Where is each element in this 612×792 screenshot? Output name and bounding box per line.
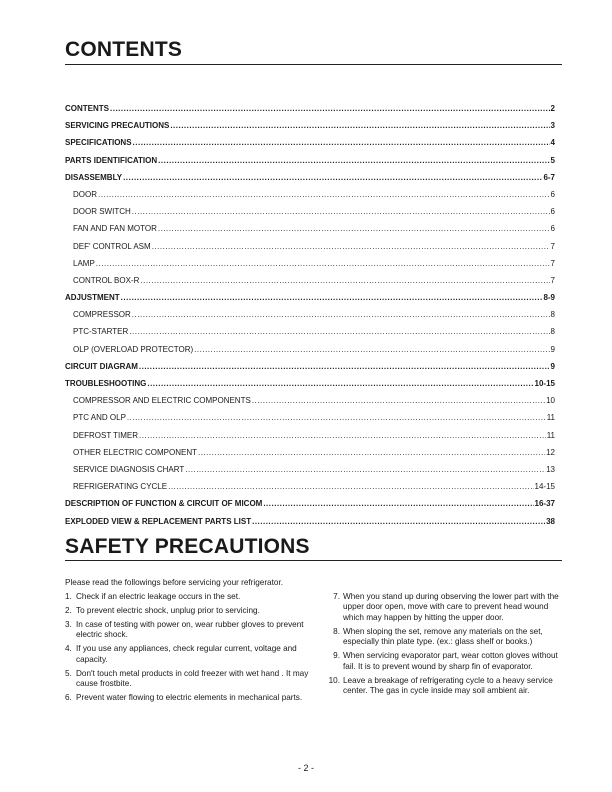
- toc-entry-label: TROUBLESHOOTING: [65, 379, 147, 388]
- table-of-contents: [65, 100, 555, 530]
- toc-dot-leader: [129, 323, 549, 340]
- toc-dot-leader: [139, 358, 550, 375]
- page-number: - 2 -: [297, 763, 314, 773]
- safety-list-left: [65, 592, 315, 707]
- toc-entry-page: 12: [546, 447, 555, 457]
- toc-entry-label: DOOR: [73, 189, 97, 199]
- toc-entry-page: 6: [550, 189, 555, 199]
- toc-entry-label: CONTENTS: [65, 104, 109, 113]
- toc-entry-page: 11: [546, 413, 555, 423]
- toc-entry-page: 2: [550, 104, 555, 113]
- toc-entry-page: 8: [550, 327, 555, 337]
- toc-entry: [65, 238, 555, 255]
- toc-dot-leader: [252, 513, 545, 530]
- toc-entry: [65, 272, 555, 289]
- toc-dot-leader: [132, 203, 550, 220]
- safety-item: [325, 592, 565, 623]
- toc-entry: [65, 255, 555, 272]
- toc-entry: [65, 203, 555, 220]
- safety-item-text: When sloping the set, remove any materials on the set, especially thin plate type. (ex.: glass shelf or books.): [343, 626, 543, 647]
- toc-entry-page: 38: [546, 516, 555, 526]
- toc-entry-label: REFRIGERATING CYCLE: [73, 482, 168, 492]
- safety-item: [325, 651, 565, 672]
- safety-item: [65, 669, 315, 690]
- toc-entry-page: 6-7: [543, 172, 555, 182]
- safety-heading-rule: [65, 560, 562, 561]
- toc-dot-leader: [110, 100, 550, 117]
- toc-entry: [65, 220, 555, 237]
- toc-entry-label: COMPRESSOR: [73, 310, 131, 320]
- toc-entry: [65, 358, 555, 375]
- toc-dot-leader: [96, 255, 550, 272]
- safety-item-number: 4.: [65, 644, 72, 654]
- toc-entry: [65, 134, 555, 151]
- toc-entry: [65, 117, 555, 134]
- toc-entry-page: 7: [550, 241, 555, 251]
- toc-entry-page: 4: [550, 138, 555, 148]
- safety-item: [325, 676, 565, 697]
- safety-item-text: Leave a breakage of refrigerating cycle to a heavy service center. The gas in cycle inside may soil ambient air.: [343, 675, 553, 696]
- safety-item: [65, 693, 315, 703]
- safety-item-text: In case of testing with power on, wear rubber gloves to prevent electric shock.: [76, 620, 304, 640]
- toc-entry-label: ADJUSTMENT: [65, 293, 120, 303]
- toc-entry-label: EXPLODED VIEW & REPLACEMENT PARTS LIST: [65, 516, 252, 526]
- toc-entry-page: 13: [546, 464, 555, 474]
- safety-item-text: Don't touch metal products in cold freezer with wet hand . It may cause frostbite.: [76, 668, 309, 689]
- toc-entry-page: 8: [550, 310, 555, 320]
- toc-entry: [65, 427, 555, 444]
- toc-dot-leader: [147, 375, 533, 392]
- toc-entry-label: CONTROL BOX-R: [73, 275, 140, 285]
- toc-entry: [65, 495, 555, 512]
- safety-item-number: 8.: [333, 626, 340, 636]
- safety-item-number: 2.: [65, 606, 72, 615]
- safety-item-number: 5.: [65, 668, 72, 678]
- toc-entry: [65, 169, 555, 186]
- toc-entry-page: 9: [550, 361, 555, 371]
- toc-entry: [65, 392, 555, 409]
- toc-dot-leader: [194, 341, 549, 358]
- toc-entry: [65, 152, 555, 169]
- toc-entry-label: FAN AND FAN MOTOR: [73, 224, 157, 234]
- toc-entry: [65, 478, 555, 495]
- toc-entry-label: DESCRIPTION OF FUNCTION & CIRCUIT OF MICOM: [65, 499, 263, 509]
- safety-item-number: 6.: [65, 693, 72, 703]
- toc-entry-label: PARTS IDENTIFICATION: [65, 155, 158, 165]
- toc-entry-page: 3: [550, 121, 555, 131]
- toc-dot-leader: [98, 186, 550, 203]
- toc-entry-label: DISASSEMBLY: [65, 172, 123, 182]
- toc-entry-page: 9: [550, 344, 555, 354]
- toc-entry: [65, 306, 555, 323]
- toc-dot-leader: [132, 306, 550, 323]
- toc-entry-page: 11: [546, 430, 555, 440]
- toc-dot-leader: [198, 444, 545, 461]
- toc-dot-leader: [133, 134, 550, 151]
- toc-dot-leader: [185, 461, 545, 478]
- toc-dot-leader: [252, 392, 545, 409]
- toc-entry-page: 5: [550, 155, 555, 165]
- toc-entry-label: PTC AND OLP: [73, 413, 126, 423]
- toc-dot-leader: [139, 427, 546, 444]
- safety-item-text: Check if an electric leakage occurs in the set.: [76, 592, 241, 601]
- toc-entry-page: 16-37: [534, 499, 555, 509]
- toc-entry-page: 7: [550, 258, 555, 268]
- toc-dot-leader: [170, 117, 549, 134]
- toc-entry-label: OLP (OVERLOAD PROTECTOR): [73, 344, 194, 354]
- toc-entry-page: 6: [550, 207, 555, 217]
- toc-entry: [65, 409, 555, 426]
- toc-dot-leader: [263, 495, 533, 512]
- safety-precautions-heading: SAFETY PRECAUTIONS: [65, 535, 310, 558]
- toc-entry-label: COMPRESSOR AND ELECTRIC COMPONENTS: [73, 396, 251, 406]
- toc-entry-label: SERVICE DIAGNOSIS CHART: [73, 464, 185, 474]
- safety-item: [65, 606, 315, 616]
- toc-dot-leader: [158, 152, 549, 169]
- toc-entry-page: 8-9: [543, 293, 555, 303]
- safety-item: [65, 592, 315, 602]
- toc-entry-page: 14-15: [534, 482, 555, 492]
- toc-entry-label: DEFROST TIMER: [73, 430, 139, 440]
- toc-entry-label: DOOR SWITCH: [73, 207, 131, 217]
- toc-entry-label: OTHER ELECTRIC COMPONENT: [73, 447, 198, 457]
- toc-entry-page: 6: [550, 224, 555, 234]
- toc-entry: [65, 513, 555, 530]
- safety-item: [65, 620, 315, 641]
- toc-entry-page: 10: [546, 396, 555, 406]
- toc-dot-leader: [123, 169, 542, 186]
- toc-entry-label: SPECIFICATIONS: [65, 138, 132, 148]
- toc-entry: [65, 461, 555, 478]
- safety-item: [325, 627, 565, 648]
- toc-dot-leader: [140, 272, 549, 289]
- toc-dot-leader: [158, 220, 550, 237]
- safety-item-number: 7.: [333, 592, 340, 601]
- toc-entry-label: CIRCUIT DIAGRAM: [65, 361, 138, 371]
- toc-entry-page: 7: [550, 275, 555, 285]
- safety-item-text: If you use any appliances, check regular current, voltage and capacity.: [76, 644, 297, 664]
- toc-entry-label: LAMP: [73, 258, 95, 268]
- safety-list-right: [325, 592, 565, 700]
- toc-entry-label: PTC-STARTER: [73, 327, 129, 337]
- safety-intro-text: Please read the followings before servicing your refrigerator.: [65, 578, 283, 587]
- toc-entry: [65, 289, 555, 306]
- toc-dot-leader: [121, 289, 543, 306]
- toc-entry: [65, 186, 555, 203]
- toc-entry: [65, 100, 555, 117]
- toc-dot-leader: [168, 478, 533, 495]
- safety-item-number: 3.: [65, 620, 72, 629]
- safety-item-text: To prevent electric shock, unplug prior to servicing.: [76, 606, 260, 615]
- contents-heading: CONTENTS: [65, 38, 183, 61]
- safety-item-number: 1.: [65, 592, 72, 601]
- safety-item-text: Prevent water flowing to electric elements in mechanical parts.: [76, 693, 303, 703]
- toc-dot-leader: [127, 409, 546, 426]
- toc-entry-label: SERVICING PRECAUTIONS: [65, 121, 170, 131]
- toc-dot-leader: [152, 238, 550, 255]
- toc-entry-page: 10-15: [534, 379, 555, 388]
- toc-entry: [65, 341, 555, 358]
- toc-entry: [65, 375, 555, 392]
- toc-entry: [65, 323, 555, 340]
- safety-item: [65, 644, 315, 665]
- safety-item-text: When servicing evaporator part, wear cotton gloves without fail. It is to prevent wound by sharp fin of evaporator.: [343, 651, 558, 671]
- toc-entry: [65, 444, 555, 461]
- contents-heading-rule: [65, 64, 562, 65]
- safety-item-number: 10.: [328, 675, 340, 685]
- safety-item-text: When you stand up during observing the lower part with the upper door open, move with care to prevent head wound which may happen by hitting the upper door.: [343, 592, 559, 622]
- safety-item-number: 9.: [333, 651, 340, 661]
- toc-entry-label: DEF' CONTROL ASM: [73, 241, 151, 251]
